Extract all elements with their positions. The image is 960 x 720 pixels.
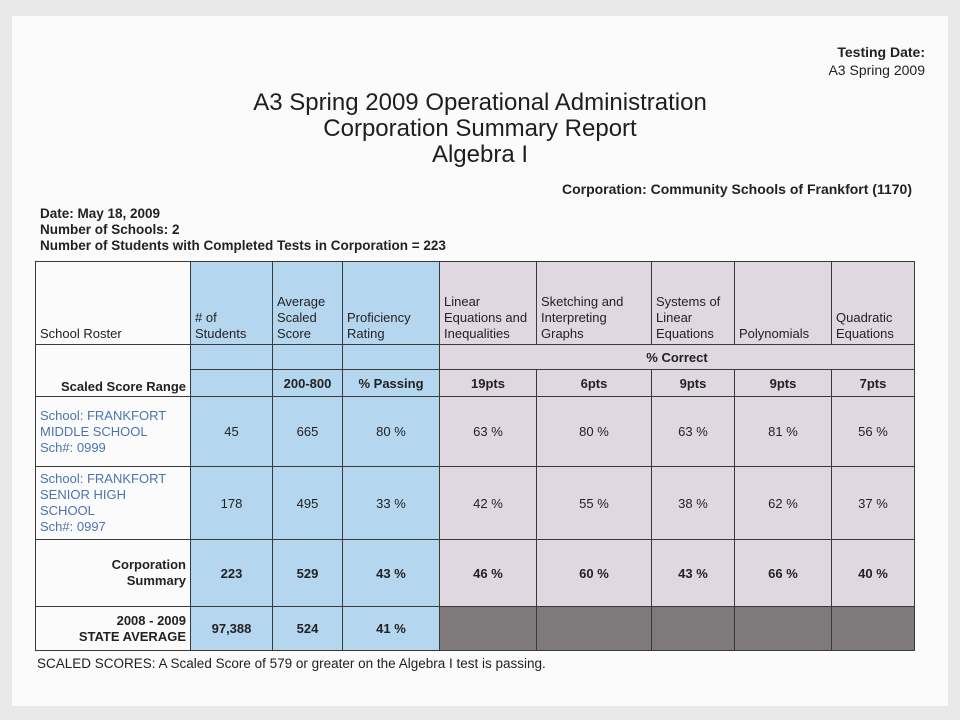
state-average-label: 2008 - 2009 STATE AVERAGE (36, 607, 191, 651)
score-range-value: 200-800 (273, 370, 343, 397)
report-date: Date: May 18, 2009 (40, 206, 161, 221)
header-proficiency: Proficiency Rating (343, 262, 440, 345)
shaded-cell (652, 607, 735, 651)
pts-sketching: 6pts (537, 370, 652, 397)
header-school-roster: School Roster (36, 262, 191, 345)
school-count: Number of Schools: 2 (40, 222, 180, 237)
pct-cell: 55 % (537, 467, 652, 540)
students-cell: 178 (191, 467, 273, 540)
header-polynomials: Polynomials (735, 262, 832, 345)
header-linear-equations: Linear Equations and Inequalities (440, 262, 537, 345)
report-meta (40, 206, 446, 254)
student-count: Number of Students with Completed Tests in Corporation = 223 (40, 238, 446, 253)
header-quadratic: Quadratic Equations (832, 262, 915, 345)
students-cell: 223 (191, 540, 273, 607)
title-line-2: Corporation Summary Report (323, 115, 637, 142)
header-students: # of Students (191, 262, 273, 345)
header-systems-linear: Systems of Linear Equations (652, 262, 735, 345)
pct-cell: 42 % (440, 467, 537, 540)
pts-linear: 19pts (440, 370, 537, 397)
pct-cell: 43 % (652, 540, 735, 607)
pts-polynomials: 9pts (735, 370, 832, 397)
corporation-summary-label: Corporation Summary (36, 540, 191, 607)
students-cell: 97,388 (191, 607, 273, 651)
school-name: School: FRANKFORT SENIOR HIGH SCHOOL Sch#: 0997 (36, 467, 191, 540)
corporation-label: Corporation: Community Schools of Frankfort (1170) (561, 181, 912, 197)
passing-cell: 33 % (343, 467, 440, 540)
scaled-cell: 524 (273, 607, 343, 651)
title-line-1: A3 Spring 2009 Operational Administration (253, 89, 707, 116)
scaled-cell: 665 (273, 397, 343, 467)
table-row (36, 467, 915, 540)
percent-correct-label: % Correct (440, 345, 915, 370)
pct-cell: 60 % (537, 540, 652, 607)
shaded-cell (735, 607, 832, 651)
scaled-scores-note: SCALED SCORES: A Scaled Score of 579 or greater on the Algebra I test is passing. (37, 656, 546, 671)
passing-cell: 41 % (343, 607, 440, 651)
testing-date-value: A3 Spring 2009 (828, 62, 925, 78)
pct-cell: 80 % (537, 397, 652, 467)
percent-passing-label: % Passing (343, 370, 440, 397)
scaled-score-range-label: Scaled Score Range (36, 345, 191, 397)
students-cell: 45 (191, 397, 273, 467)
header-scaled-score: Average Scaled Score (273, 262, 343, 345)
shaded-cell (537, 607, 652, 651)
shaded-cell (832, 607, 915, 651)
header-row (36, 262, 915, 345)
pct-cell: 38 % (652, 467, 735, 540)
report-title (230, 90, 730, 168)
header-sketching-graphs: Sketching and Interpreting Graphs (537, 262, 652, 345)
pct-cell: 40 % (832, 540, 915, 607)
pct-cell: 37 % (832, 467, 915, 540)
summary-table (35, 261, 915, 651)
passing-cell: 80 % (343, 397, 440, 467)
pts-quadratic: 7pts (832, 370, 915, 397)
pct-cell: 46 % (440, 540, 537, 607)
scaled-cell: 495 (273, 467, 343, 540)
title-line-3: Algebra I (431, 141, 529, 168)
table-row (36, 397, 915, 467)
pct-cell: 56 % (832, 397, 915, 467)
pct-cell: 62 % (735, 467, 832, 540)
pts-systems: 9pts (652, 370, 735, 397)
corporation-summary-row (36, 540, 915, 607)
pct-cell: 81 % (735, 397, 832, 467)
pct-cell: 66 % (735, 540, 832, 607)
testing-date-label: Testing Date: (837, 44, 925, 60)
state-average-row (36, 607, 915, 651)
passing-cell: 43 % (343, 540, 440, 607)
scaled-cell: 529 (273, 540, 343, 607)
shaded-cell (440, 607, 537, 651)
testing-date (795, 43, 925, 79)
pct-cell: 63 % (652, 397, 735, 467)
school-name: School: FRANKFORT MIDDLE SCHOOL Sch#: 0999 (36, 397, 191, 467)
pct-cell: 63 % (440, 397, 537, 467)
percent-correct-row (36, 345, 915, 370)
